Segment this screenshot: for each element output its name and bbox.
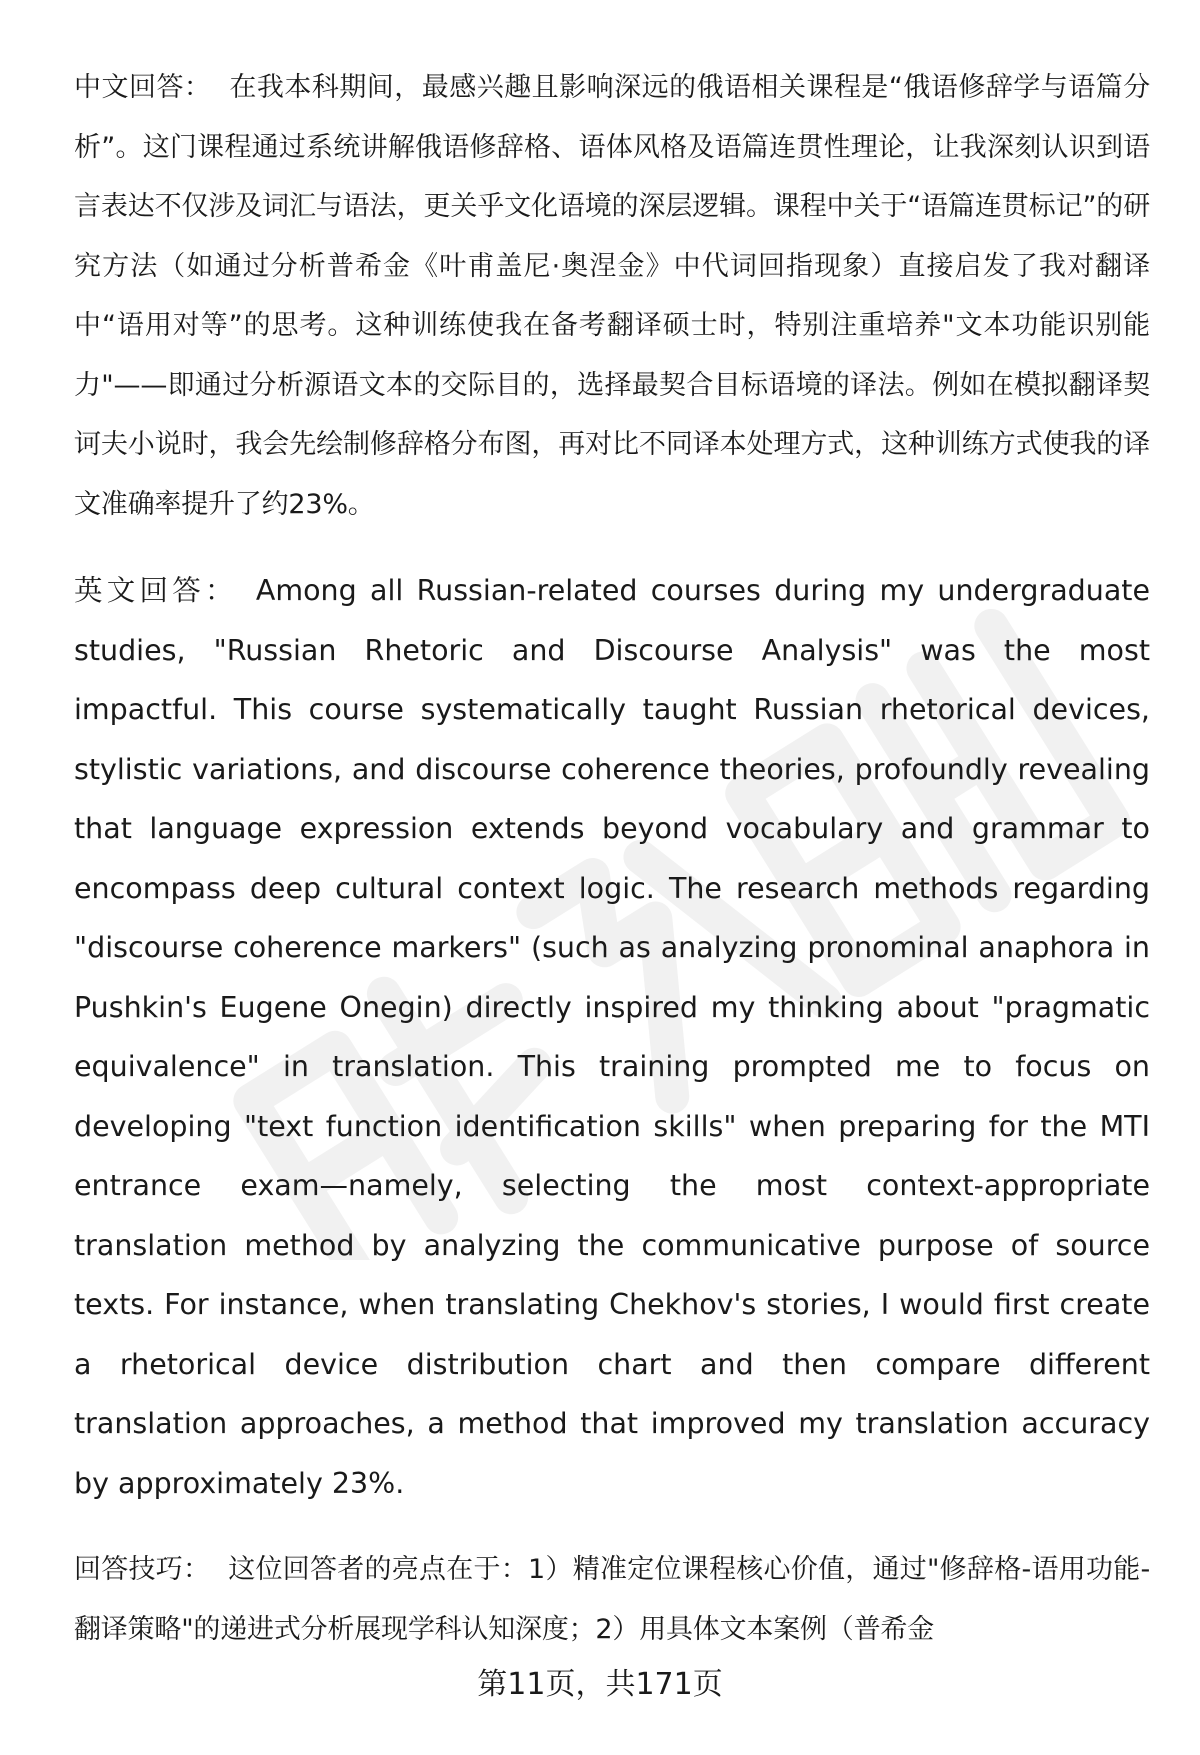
chinese-answer-paragraph [74,58,1150,534]
english-answer-label: 英文回答： [74,574,238,607]
chinese-answer-label: 中文回答： [74,72,212,103]
answer-tips-label: 回答技巧： [74,1554,211,1585]
answer-tips-paragraph [74,1540,1150,1659]
document-body [74,58,1150,1659]
answer-tips-text: 这位回答者的亮点在于：1）精准定位课程核心价值，通过"修辞格-语用功能-翻译策略"的递进式分析展现学科认知深度；2）用具体文本案例（普希金 [74,1554,1150,1645]
english-answer-paragraph [74,561,1150,1513]
english-answer-text: Among all Russian-related courses during my undergraduate studies, "Russian Rhetoric and Discourse Analysis" was the most impactful. This course systematically taught Russian rhetorical devices, stylistic variations, and discourse coherence theories, profoundly revealing that language expression extends beyond vocabulary and grammar to encompass deep cultural context logic. The research methods regarding "discourse coherence markers" (such as analyzing pronominal anaphora in Pushkin's Eugene Onegin) directly inspired my thinking about "pragmatic equivalence" in translation. This training prompted me to focus on developing "text function identification skills" when preparing for the MTI entrance exam—namely, selecting the most context-appropriate translation method by analyzing the communicative purpose of source texts. For instance, when translating Chekhov's stories, I would first create a rhetorical device distribution chart and then compare different translation approaches, a method that improved my translation accuracy by approximately 23%. [74,574,1150,1500]
page-number-footer: 第11页，共171页 [477,1667,723,1702]
chinese-answer-text: 在我本科期间，最感兴趣且影响深远的俄语相关课程是“俄语修辞学与语篇分析”。这门课程通过系统讲解俄语修辞格、语体风格及语篇连贯性理论，让我深刻认识到语言表达不仅涉及词汇与语法，更关乎文化语境的深层逻辑。课程中关于“语篇连贯标记”的研究方法（如通过分析普希金《叶甫盖尼·奥涅金》中代词回指现象）直接启发了我对翻译中“语用对等”的思考。这种训练使我在备考翻译硕士时，特别注重培养"文本功能识别能力"——即通过分析源语文本的交际目的，选择最契合目标语境的译法。例如在模拟翻译契诃夫小说时，我会先绘制修辞格分布图，再对比不同译本处理方式，这种训练方式使我的译文准确率提升了约23%。 [74,72,1151,520]
